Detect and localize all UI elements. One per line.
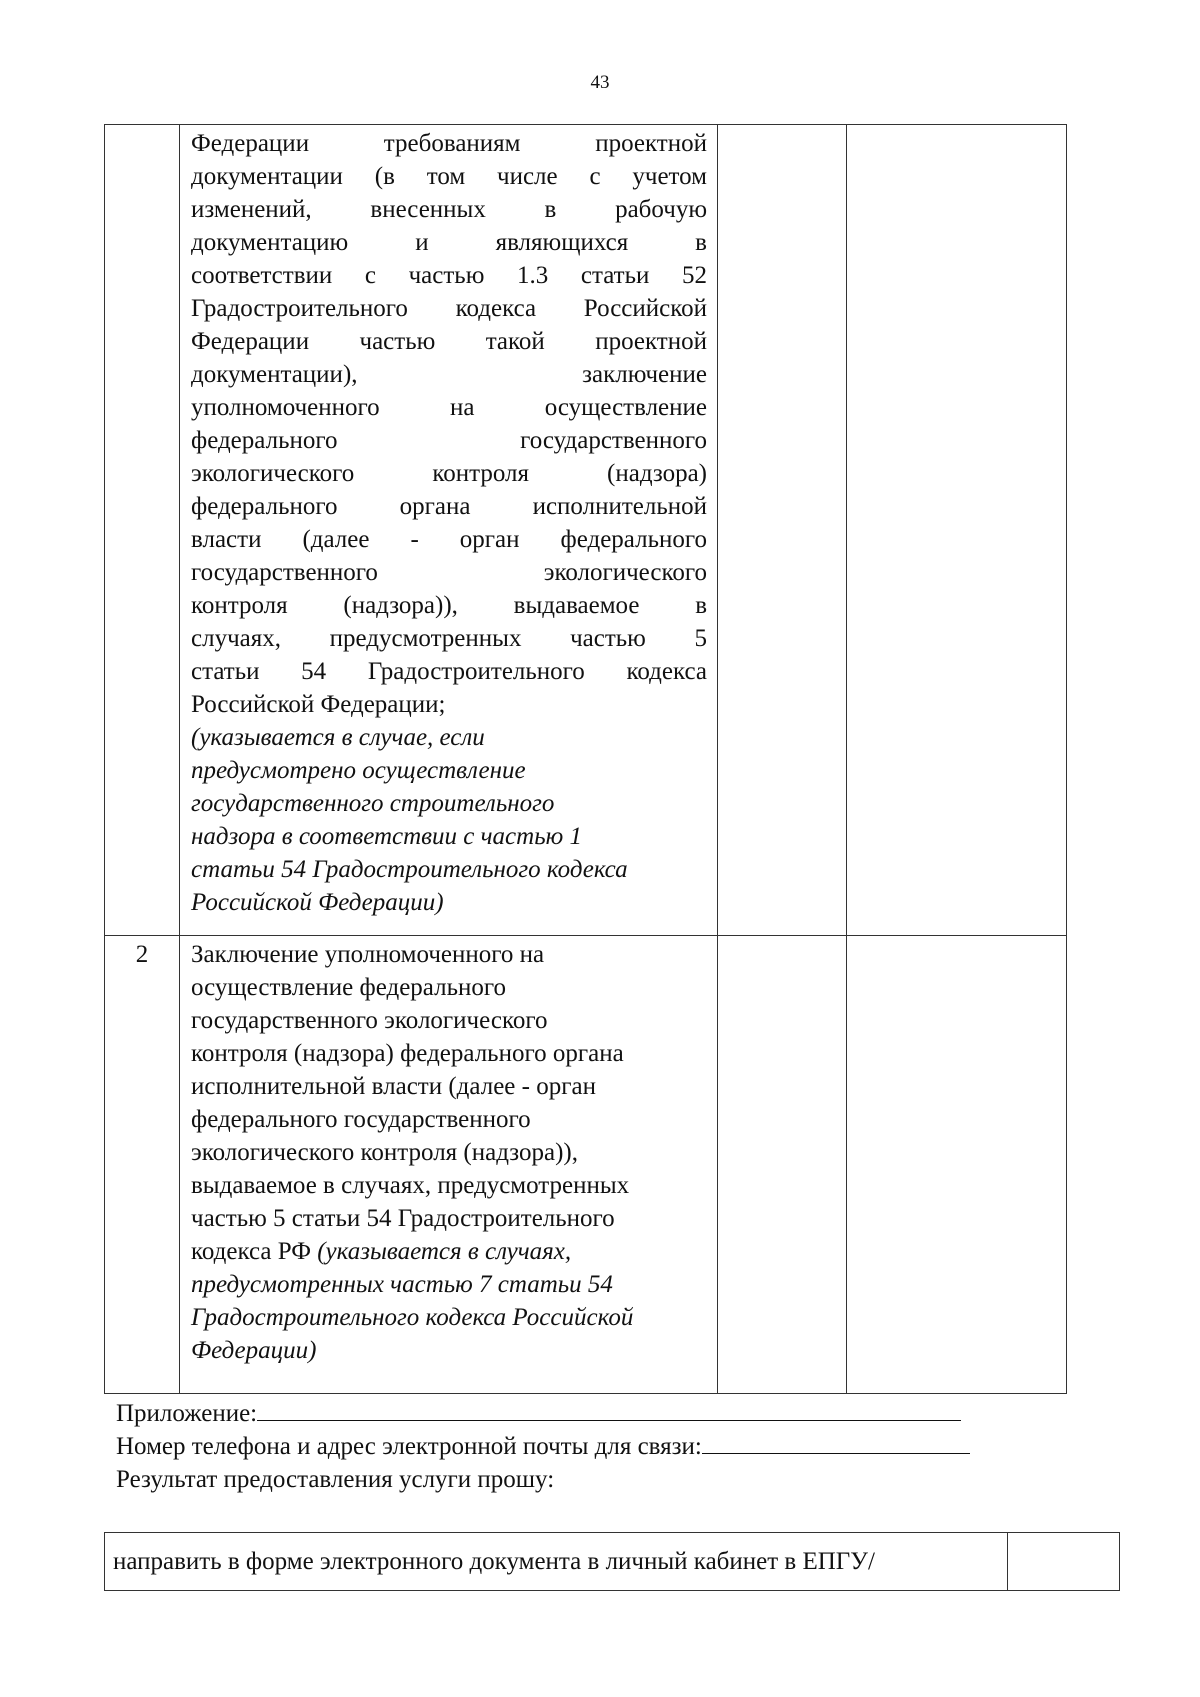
text-line: предусмотренных частью 7 статьи 54 <box>191 1271 613 1298</box>
attachment-label: Приложение: <box>116 1400 258 1427</box>
text-line: исполнительной власти (далее - орган <box>191 1073 596 1100</box>
text-line: предусмотрено осуществление <box>191 757 526 784</box>
contact-label: Номер телефона и адрес электронной почты для связи: <box>116 1433 702 1460</box>
text-line: уполномоченного на осуществление <box>191 394 707 421</box>
result-options-table <box>104 1532 1120 1591</box>
text-line: федерального государственного <box>191 427 707 454</box>
page-number: 43 <box>590 72 610 93</box>
text-line: Российской Федерации; <box>191 691 446 718</box>
table-cell-empty[interactable] <box>718 125 847 936</box>
text-line: власти (далее - орган федерального <box>191 526 707 553</box>
document-text: кодекса РФ <box>191 1238 318 1265</box>
table-cell-empty[interactable] <box>847 936 1067 1394</box>
text-line: (указывается в случае, если <box>191 724 485 751</box>
table-row <box>105 1533 1120 1591</box>
text-line: Федерации) <box>191 1337 317 1364</box>
text-line: Градостроительного кодекса Российской <box>191 1304 634 1331</box>
result-option-checkbox[interactable] <box>1008 1533 1120 1591</box>
text-line: экологического контроля (надзора)), <box>191 1139 578 1166</box>
document-description <box>180 936 718 1394</box>
text-line: государственного строительного <box>191 790 555 817</box>
table-row <box>105 125 1067 936</box>
contact-field[interactable] <box>702 1431 970 1454</box>
text-line: частью 5 статьи 54 Градостроительного <box>191 1205 615 1232</box>
text-line: осуществление федерального <box>191 974 507 1001</box>
document-mixed-line <box>191 1235 707 1268</box>
attachment-field[interactable] <box>257 1398 961 1421</box>
text-line: экологического контроля (надзора) <box>191 460 707 487</box>
document-main-text <box>191 127 707 721</box>
text-line: документации (в том числе с учетом <box>191 163 707 190</box>
attachment-line <box>116 1397 961 1430</box>
contact-line <box>116 1430 970 1463</box>
text-line: контроля (надзора)), выдаваемое в <box>191 592 707 619</box>
text-line: государственного экологического <box>191 559 707 586</box>
documents-table <box>104 124 1067 1394</box>
text-line: федерального органа исполнительной <box>191 493 707 520</box>
text-line: надзора в соответствии с частью 1 <box>191 823 582 850</box>
result-option-text: направить в форме электронного документа в личный кабинет в ЕПГУ/ <box>105 1533 1008 1591</box>
document-description <box>180 125 718 936</box>
document-note <box>191 721 707 919</box>
text-line: Градостроительного кодекса Российской <box>191 295 707 322</box>
document-main-text <box>191 938 707 1235</box>
text-line: изменений, внесенных в рабочую <box>191 196 707 223</box>
text-line: Российской Федерации) <box>191 889 444 916</box>
text-line: государственного экологического <box>191 1007 548 1034</box>
text-line: статьи 54 Градостроительного кодекса <box>191 658 707 685</box>
row-number: 2 <box>105 936 180 1394</box>
text-line: случаях, предусмотренных частью 5 <box>191 625 707 652</box>
text-line: соответствии с частью 1.3 статьи 52 <box>191 262 707 289</box>
text-line: контроля (надзора) федерального органа <box>191 1040 624 1067</box>
document-note: (указывается в случаях, <box>317 1238 572 1265</box>
text-line: Заключение уполномоченного на <box>191 941 545 968</box>
document-note <box>191 1268 707 1367</box>
table-row <box>105 936 1067 1394</box>
table-cell-empty[interactable] <box>718 936 847 1394</box>
text-line: федерального государственного <box>191 1106 531 1133</box>
text-line: выдаваемое в случаях, предусмотренных <box>191 1172 630 1199</box>
row-number <box>105 125 180 936</box>
text-line: Федерации частью такой проектной <box>191 328 707 355</box>
text-line: документации), заключение <box>191 361 707 388</box>
table-cell-empty[interactable] <box>847 125 1067 936</box>
text-line: статьи 54 Градостроительного кодекса <box>191 856 628 883</box>
text-line: документацию и являющихся в <box>191 229 707 256</box>
result-request-label: Результат предоставления услуги прошу: <box>116 1466 555 1493</box>
text-line: Федерации требованиям проектной <box>191 130 707 157</box>
